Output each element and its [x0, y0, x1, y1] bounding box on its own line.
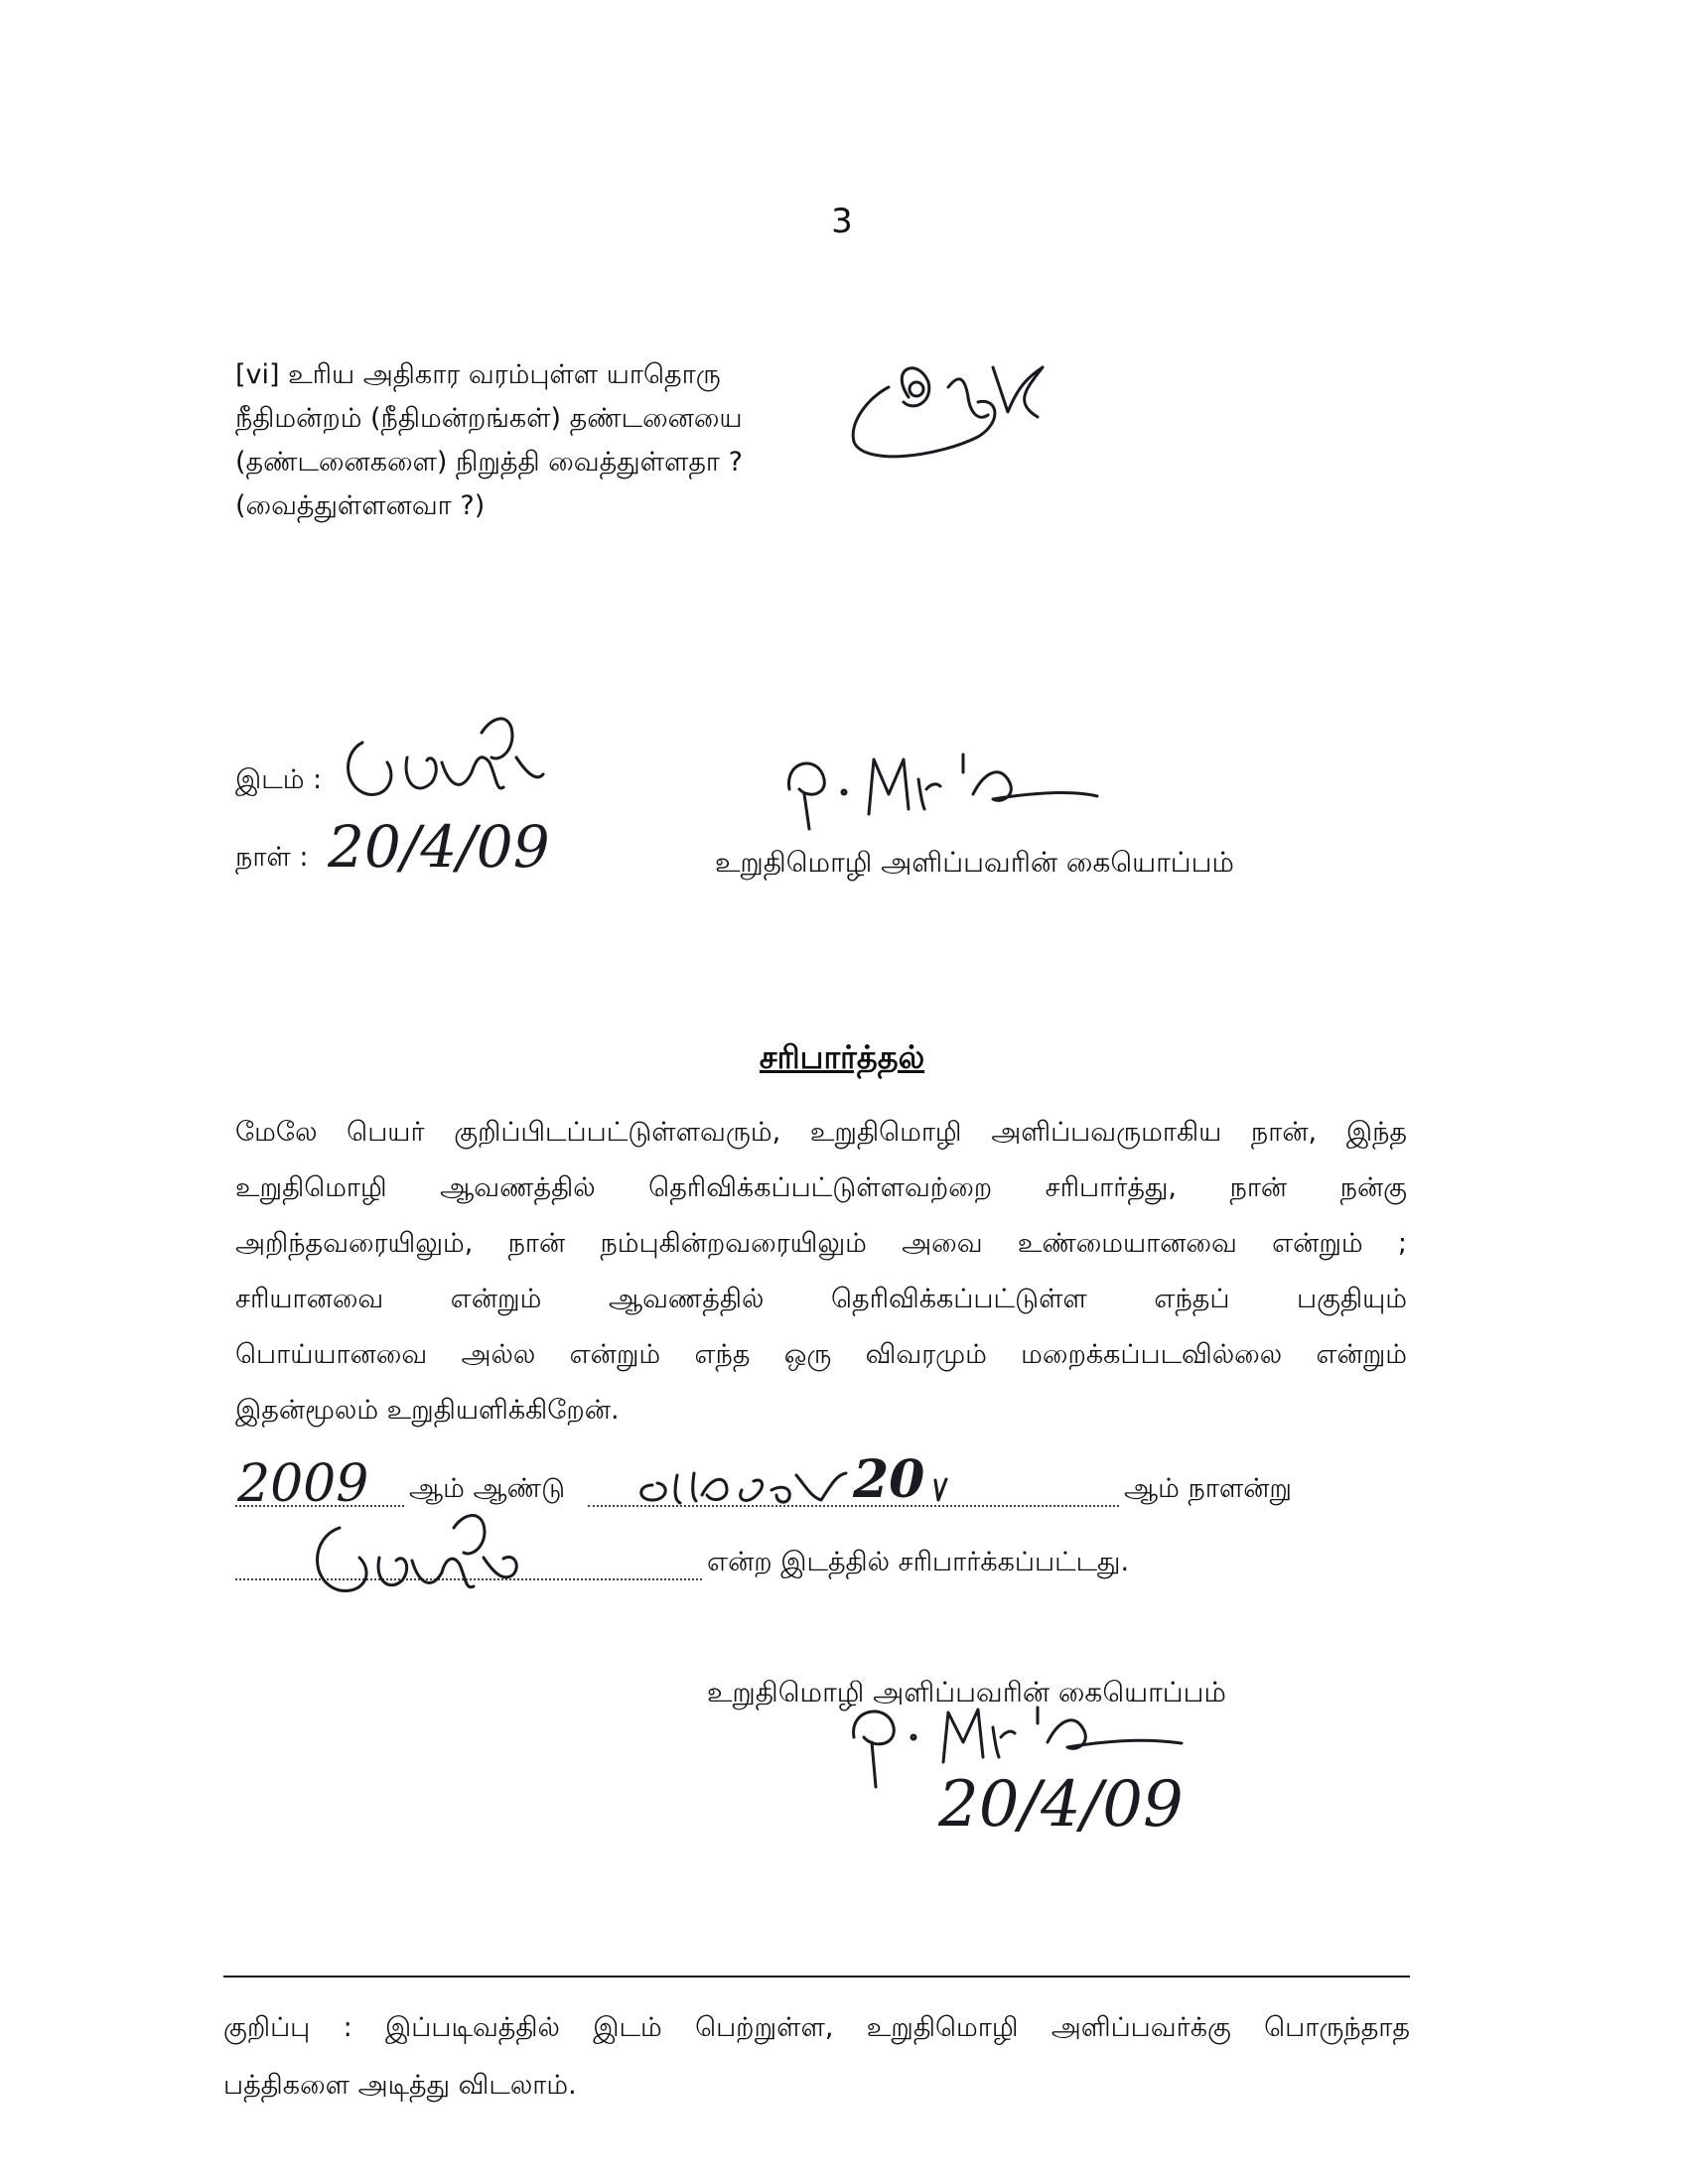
initials-signature: [829, 328, 1067, 477]
place-handwritten: [333, 703, 551, 812]
date-label: நாள் :: [235, 842, 309, 873]
item-vi-line: (வைத்துள்ளனவா ?): [235, 490, 486, 521]
page-number: 3: [831, 202, 853, 241]
footnote: [223, 1999, 1410, 2115]
verification-place-handwritten: [295, 1503, 533, 1602]
year-suffix: ஆம் ஆண்டு: [409, 1473, 566, 1504]
day-suffix: ஆம் நாளன்று: [1124, 1473, 1293, 1504]
verification-line: அறிந்தவரையிலும், நான் நம்புகின்றவரையிலும் அவை உண்மையானவை என்றும் ;: [235, 1228, 1407, 1259]
verification-paragraph: [235, 1105, 1407, 1438]
verification-line: பொய்யானவை அல்ல என்றும் எந்த ஒரு விவரமும் மறைக்கப்படவில்லை என்றும்: [235, 1339, 1407, 1370]
year-value: 2009: [237, 1454, 369, 1514]
verification-signature-caption: உறுதிமொழி அளிப்பவரின் கையொப்பம்: [707, 1676, 1226, 1708]
month-handwritten: [632, 1445, 861, 1515]
verification-title: சரிபார்த்தல்: [759, 1038, 925, 1076]
day-handwritten: [851, 1445, 960, 1515]
verification-line: உறுதிமொழி ஆவணத்தில் தெரிவிக்கப்பட்டுள்ளவற்றை சரிபார்த்து, நான் நன்கு: [235, 1172, 1407, 1203]
signature-date-value: 20/4/09: [938, 1768, 1184, 1842]
item-vi-line: நீதிமன்றம் (நீதிமன்றங்கள்) தண்டனையை: [235, 403, 743, 434]
place-label: இடம் :: [235, 764, 323, 795]
day-value: 20: [853, 1449, 925, 1510]
footnote-divider: [223, 1976, 1410, 1978]
date-handwritten: [328, 809, 556, 888]
verification-line: சரியானவை என்றும் ஆவணத்தில் தெரிவிக்கப்பட்டுள்ள எந்தப் பகுதியும்: [235, 1284, 1407, 1314]
place-suffix: என்ற இடத்தில் சரிபார்க்கப்பட்டது.: [707, 1547, 1130, 1577]
date-value: 20/4/09: [328, 813, 550, 881]
deponent-signature: [770, 735, 1107, 834]
footnote-line: பத்திகளை அடித்து விடலாம்.: [223, 2070, 577, 2101]
verification-line: மேலே பெயர் குறிப்பிடப்பட்டுள்ளவரும், உறுதிமொழி அளிப்பவருமாகிய நான், இந்த: [235, 1117, 1407, 1148]
verification-line: இதன்மூலம் உறுதியளிக்கிறேன்.: [235, 1395, 620, 1426]
verification-signature-date: [938, 1762, 1196, 1851]
verification-place-row: [235, 1541, 1427, 1590]
item-vi-line: (தண்டனைகளை) நிறுத்தி வைத்துள்ளதா ?: [235, 447, 743, 478]
signature-caption: உறுதிமொழி அளிப்பவரின் கையொப்பம்: [715, 846, 1234, 879]
item-vi-line: [vi] உரிய அதிகார வரம்புள்ள யாதொரு: [235, 359, 721, 390]
footnote-line: குறிப்பு : இப்படிவத்தில் இடம் பெற்றுள்ள, உறுதிமொழி அளிப்பவர்க்கு பொருந்தாத: [223, 2012, 1410, 2043]
item-vi-question: [235, 353, 831, 528]
